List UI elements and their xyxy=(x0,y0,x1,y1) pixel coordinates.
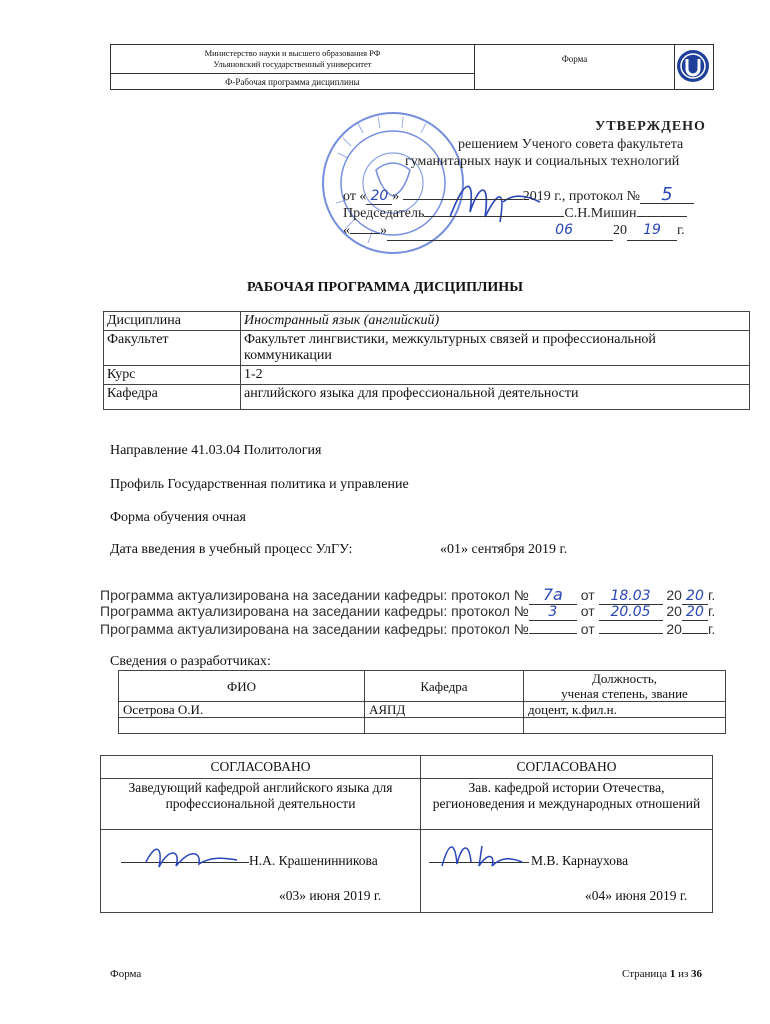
page-number: Страница 1 из 36 xyxy=(622,968,703,980)
table-row xyxy=(119,702,726,718)
table-row xyxy=(104,366,750,385)
update-line: Программа актуализирована на заседании кафедры: протокол № от 20 г. xyxy=(100,621,716,637)
chairman-name: С.Н.Мишин xyxy=(564,206,637,221)
signature-icon xyxy=(437,836,527,872)
update-line: Программа актуализирована на заседании кафедры: протокол № 7а от 18.03 20 20 г. xyxy=(100,585,716,604)
dev-position: доцент, к.фил.н. xyxy=(524,702,726,718)
approval-year-prefix: 20 xyxy=(613,223,627,238)
faculty-key: Факультет xyxy=(104,331,241,366)
header-form-cell: Форма xyxy=(475,45,675,90)
approval-line1: решением Ученого совета факультета xyxy=(458,137,684,152)
agreement-right xyxy=(421,756,712,912)
course-key: Курс xyxy=(104,366,241,385)
agreement-header: СОГЛАСОВАНО xyxy=(421,756,712,779)
approval-quote-close: » xyxy=(380,223,387,238)
approval-line5 xyxy=(343,221,685,241)
discipline-table xyxy=(103,311,750,410)
col-header-position: Должность, ученая степень, звание xyxy=(524,671,726,702)
direction-text: Направление 41.03.04 Политология xyxy=(110,443,322,458)
profile-text: Профиль Государственная политика и управление xyxy=(110,477,409,492)
intro-date-value: «01» сентября 2019 г. xyxy=(440,542,568,557)
footer-form: Форма xyxy=(110,968,142,980)
intro-date-label: Дата введения в учебный процесс УлГУ: xyxy=(110,542,353,557)
approval-line2: гуманитарных наук и социальных технологий xyxy=(405,154,680,169)
header-doc-label: Ф-Рабочая программа дисциплины xyxy=(111,74,475,90)
approval-year-hw: 19 xyxy=(627,221,677,241)
agreements-table xyxy=(100,755,713,913)
approval-protocol-text: 2019 г., протокол № xyxy=(522,189,640,204)
approval-year-suffix: г. xyxy=(677,223,685,238)
agreement-position: Зав. кафедрой истории Отечества, регионоведения и международных отношений xyxy=(421,778,712,830)
program-title: РАБОЧАЯ ПРОГРАММА ДИСЦИПЛИНЫ xyxy=(247,280,523,295)
ministry-text: Министерство науки и высшего образования РФ xyxy=(204,48,381,58)
university-text: Ульяновский государственный университет xyxy=(213,59,372,69)
approved-title: УТВЕРЖДЕНО xyxy=(595,119,706,134)
chairman-label: Председатель xyxy=(343,206,425,221)
developers-table xyxy=(118,670,726,734)
department-value: английского языка для профессиональной деятельности xyxy=(241,385,750,410)
approval-ot: от « xyxy=(343,189,367,204)
col-header-fio: ФИО xyxy=(119,671,365,702)
approval-day-hw: 20 xyxy=(366,188,392,205)
study-form-text: Форма обучения очная xyxy=(110,510,246,525)
approval-protocol-hw: 5 xyxy=(640,187,694,204)
approval-month-hw: 06 xyxy=(387,221,613,241)
table-row xyxy=(104,331,750,366)
col-header-department: Кафедра xyxy=(365,671,524,702)
discipline-value: Иностранный язык (английский) xyxy=(241,312,750,331)
approval-quote-open: « xyxy=(343,223,350,238)
table-row xyxy=(104,385,750,410)
faculty-value: Факультет лингвистики, межкультурных связей и профессиональной коммуникации xyxy=(241,331,750,366)
agreement-date: «03» июня 2019 г. xyxy=(279,888,382,903)
university-logo-icon xyxy=(676,47,710,85)
table-row xyxy=(119,671,726,702)
header-org-cell xyxy=(111,45,475,74)
agreement-name: М.В. Карнаухова xyxy=(531,853,629,868)
agreement-position: Заведующий кафедрой английского языка для профессиональной деятельности xyxy=(101,778,420,830)
signature-icon xyxy=(141,842,241,874)
approval-q: » xyxy=(392,189,403,204)
agreement-left xyxy=(101,756,421,912)
doc-header-table xyxy=(110,44,714,90)
discipline-key: Дисциплина xyxy=(104,312,241,331)
table-row xyxy=(119,718,726,734)
department-key: Кафедра xyxy=(104,385,241,410)
update-line: Программа актуализирована на заседании кафедры: протокол № 3 от 20.05 20 20 г. xyxy=(100,603,716,620)
developers-caption: Сведения о разработчиках: xyxy=(110,654,271,669)
dev-name: Осетрова О.И. xyxy=(119,702,365,718)
agreement-header: СОГЛАСОВАНО xyxy=(101,756,420,779)
agreement-name: Н.А. Крашенинникова xyxy=(249,853,378,868)
table-row xyxy=(104,312,750,331)
course-value: 1-2 xyxy=(241,366,750,385)
dev-department: АЯПД xyxy=(365,702,524,718)
agreement-date: «04» июня 2019 г. xyxy=(585,888,688,903)
